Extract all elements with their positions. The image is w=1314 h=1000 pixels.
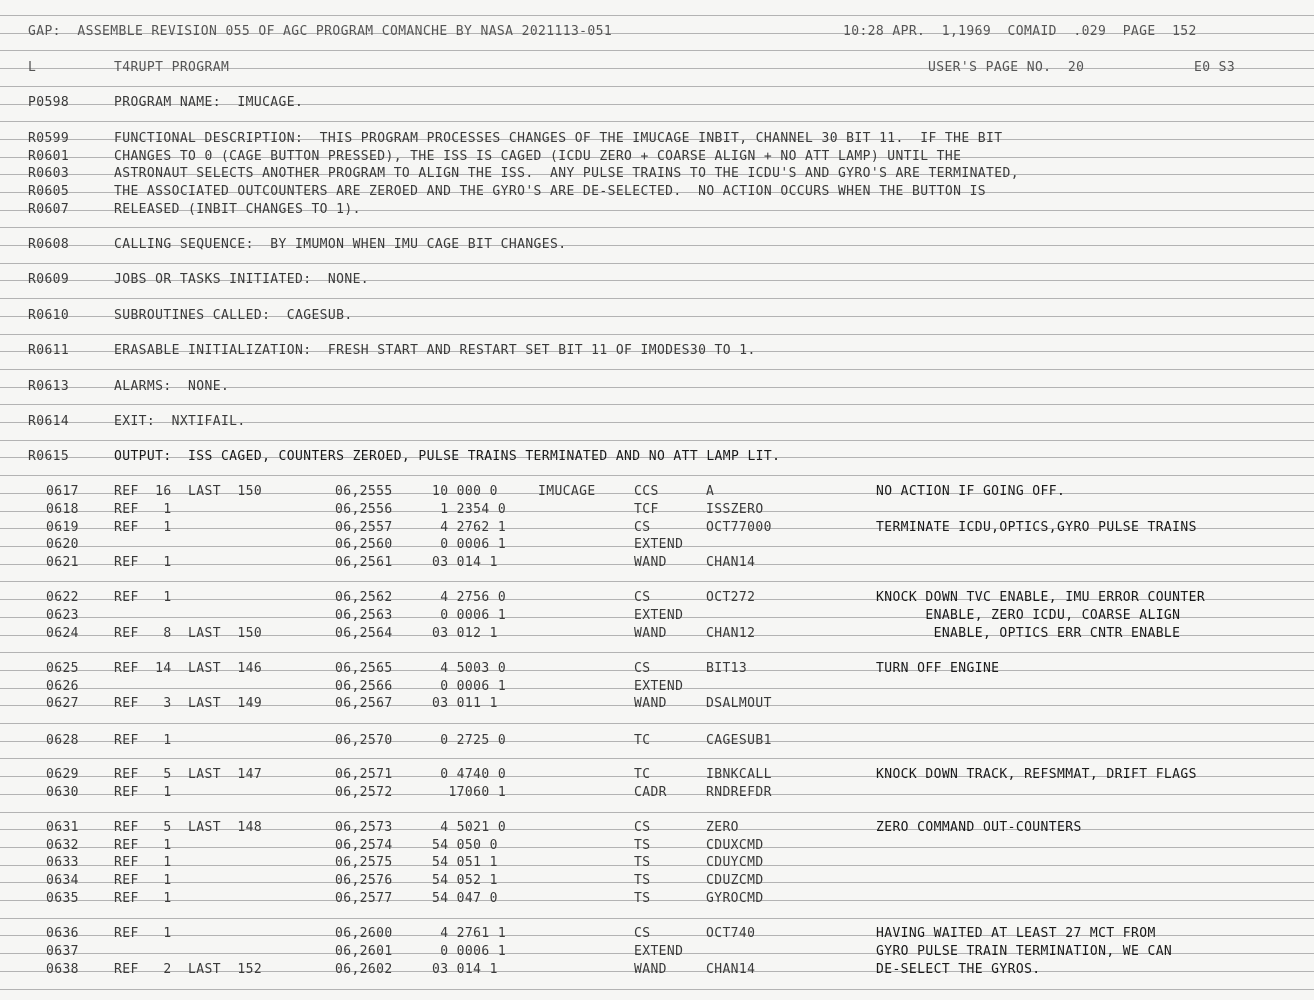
code-comment: GYRO PULSE TRAIN TERMINATION, WE CAN (876, 944, 1173, 959)
code-line-number: 0631 (46, 820, 79, 835)
paper-rule-line (0, 758, 1314, 759)
code-line-number: 0628 (46, 733, 79, 748)
code-comment: TURN OFF ENGINE (876, 661, 1000, 676)
code-comment: HAVING WAITED AT LEAST 27 MCT FROM (876, 926, 1156, 941)
code-operand: A (706, 484, 715, 499)
remark-text: RELEASED (INBIT CHANGES TO 1). (114, 202, 361, 217)
code-operand: CAGESUB1 (706, 733, 772, 748)
code-line-number: 0627 (46, 696, 79, 711)
code-address: 06,2574 (335, 838, 393, 853)
header-code: E0 S3 (1194, 60, 1236, 75)
code-comment: KNOCK DOWN TRACK, REFSMMAT, DRIFT FLAGS (876, 767, 1197, 782)
code-line-number: 0632 (46, 838, 79, 853)
code-word: 54 052 1 (432, 873, 498, 888)
remark-line-number: R0613 (28, 379, 70, 394)
code-address: 06,2555 (335, 484, 393, 499)
code-word: 03 014 1 (432, 555, 498, 570)
code-word: 54 050 0 (432, 838, 498, 853)
code-line-number: 0633 (46, 855, 79, 870)
paper-rule-line (0, 900, 1314, 901)
code-word: 54 051 1 (432, 855, 498, 870)
paper-rule-line (0, 15, 1314, 16)
code-operand: CDUZCMD (706, 873, 764, 888)
code-address: 06,2567 (335, 696, 393, 711)
code-opcode: CCS (634, 484, 659, 499)
code-opcode: TS (634, 838, 651, 853)
code-address: 06,2564 (335, 626, 393, 641)
code-word: 4 2762 1 (432, 520, 507, 535)
code-word: 4 2761 1 (432, 926, 507, 941)
remark-line-number: R0611 (28, 343, 70, 358)
code-opcode: WAND (634, 626, 667, 641)
code-ref: REF 1 (114, 555, 172, 570)
code-opcode: EXTEND (634, 537, 684, 552)
code-ref: REF 1 (114, 926, 172, 941)
paper-rule-line (0, 50, 1314, 51)
remark-text: ASTRONAUT SELECTS ANOTHER PROGRAM TO ALIGN THE ISS. ANY PULSE TRAINS TO THE ICDU'S AND GYRO'S ARE TERMINATED, (114, 166, 1019, 181)
remark-text: FUNCTIONAL DESCRIPTION: THIS PROGRAM PROCESSES CHANGES OF THE IMUCAGE INBIT, CHANNEL 30 BIT 11. IF THE BIT (114, 131, 1003, 146)
code-line-number: 0637 (46, 944, 79, 959)
code-comment: TERMINATE ICDU,OPTICS,GYRO PULSE TRAINS (876, 520, 1197, 535)
code-ref: REF 5 LAST 148 (114, 820, 263, 835)
code-ref: REF 14 LAST 146 (114, 661, 263, 676)
code-operand: OCT77000 (706, 520, 772, 535)
code-address: 06,2566 (335, 679, 393, 694)
remark-text: EXIT: NXTIFAIL. (114, 414, 246, 429)
paper-rule-line (0, 298, 1314, 299)
code-word: 03 012 1 (432, 626, 498, 641)
code-word: 4 5021 0 (432, 820, 507, 835)
remark-text: OUTPUT: ISS CAGED, COUNTERS ZEROED, PULSE TRAINS TERMINATED AND NO ATT LAMP LIT. (114, 449, 781, 464)
code-address: 06,2561 (335, 555, 393, 570)
code-word: 03 014 1 (432, 962, 498, 977)
code-ref: REF 1 (114, 855, 172, 870)
code-address: 06,2556 (335, 502, 393, 517)
code-address: 06,2571 (335, 767, 393, 782)
code-line-number: 0623 (46, 608, 79, 623)
code-line-number: 0635 (46, 891, 79, 906)
code-word: 54 047 0 (432, 891, 498, 906)
remark-text: CALLING SEQUENCE: BY IMUMON WHEN IMU CAGE BIT CHANGES. (114, 237, 567, 252)
code-address: 06,2560 (335, 537, 393, 552)
code-word: 4 5003 0 (432, 661, 507, 676)
code-comment: NO ACTION IF GOING OFF. (876, 484, 1066, 499)
remark-line-number: R0605 (28, 184, 70, 199)
code-comment: ENABLE, ZERO ICDU, COARSE ALIGN (876, 608, 1181, 623)
code-opcode: EXTEND (634, 944, 684, 959)
header-user-page: USER'S PAGE NO. 20 (928, 60, 1085, 75)
code-word: 0 0006 1 (432, 944, 507, 959)
code-address: 06,2570 (335, 733, 393, 748)
remark-text: PROGRAM NAME: IMUCAGE. (114, 95, 304, 110)
code-operand: BIT13 (706, 661, 748, 676)
code-opcode: WAND (634, 696, 667, 711)
paper-rule-line (0, 882, 1314, 883)
code-operand: CHAN14 (706, 555, 756, 570)
code-opcode: TS (634, 855, 651, 870)
paper-rule-line (0, 918, 1314, 919)
code-operand: ISSZERO (706, 502, 764, 517)
code-ref: REF 1 (114, 785, 172, 800)
header-date-page: 10:28 APR. 1,1969 COMAID .029 PAGE 152 (843, 24, 1197, 39)
code-ref: REF 1 (114, 733, 172, 748)
code-operand: CDUYCMD (706, 855, 764, 870)
code-ref: REF 5 LAST 147 (114, 767, 263, 782)
paper-rule-line (0, 86, 1314, 87)
code-opcode: CS (634, 820, 651, 835)
code-opcode: TS (634, 873, 651, 888)
remark-text: CHANGES TO 0 (CAGE BUTTON PRESSED), THE ISS IS CAGED (ICDU ZERO + COARSE ALIGN + NO ATT LAMP) UNTIL THE (114, 149, 962, 164)
remark-line-number: R0608 (28, 237, 70, 252)
code-opcode: TC (634, 733, 651, 748)
code-comment: ENABLE, OPTICS ERR CNTR ENABLE (876, 626, 1181, 641)
code-label: IMUCAGE (538, 484, 596, 499)
paper-rule-line (0, 369, 1314, 370)
paper-rule-line (0, 475, 1314, 476)
code-ref: REF 1 (114, 873, 172, 888)
code-address: 06,2572 (335, 785, 393, 800)
header-program-title: T4RUPT PROGRAM (114, 60, 230, 75)
code-line-number: 0617 (46, 484, 79, 499)
code-line-number: 0625 (46, 661, 79, 676)
paper-rule-line (0, 723, 1314, 724)
code-line-number: 0618 (46, 502, 79, 517)
code-line-number: 0634 (46, 873, 79, 888)
paper-rule-line (0, 741, 1314, 742)
code-word: 0 0006 1 (432, 537, 507, 552)
remark-line-number: R0614 (28, 414, 70, 429)
code-operand: OCT272 (706, 590, 756, 605)
remark-line-number: R0603 (28, 166, 70, 181)
code-opcode: TCF (634, 502, 659, 517)
code-opcode: EXTEND (634, 608, 684, 623)
paper-rule-line (0, 812, 1314, 813)
code-operand: CHAN14 (706, 962, 756, 977)
code-line-number: 0638 (46, 962, 79, 977)
remark-text: ALARMS: NONE. (114, 379, 230, 394)
code-address: 06,2600 (335, 926, 393, 941)
code-word: 0 0006 1 (432, 679, 507, 694)
code-line-number: 0620 (46, 537, 79, 552)
code-operand: GYROCMD (706, 891, 764, 906)
paper-rule-line (0, 581, 1314, 582)
code-operand: RNDREFDR (706, 785, 772, 800)
code-address: 06,2562 (335, 590, 393, 605)
code-ref: REF 1 (114, 502, 172, 517)
remark-text: JOBS OR TASKS INITIATED: NONE. (114, 272, 370, 287)
code-address: 06,2573 (335, 820, 393, 835)
code-line-number: 0630 (46, 785, 79, 800)
code-ref: REF 8 LAST 150 (114, 626, 263, 641)
code-opcode: TC (634, 767, 651, 782)
remark-line-number: R0609 (28, 272, 70, 287)
code-operand: CDUXCMD (706, 838, 764, 853)
code-line-number: 0622 (46, 590, 79, 605)
code-word: 0 2725 0 (432, 733, 507, 748)
paper-rule-line (0, 404, 1314, 405)
code-word: 1 2354 0 (432, 502, 507, 517)
code-opcode: EXTEND (634, 679, 684, 694)
code-ref: REF 3 LAST 149 (114, 696, 263, 711)
paper-rule-line (0, 227, 1314, 228)
code-address: 06,2576 (335, 873, 393, 888)
code-word: 17060 1 (432, 785, 507, 800)
code-comment: DE-SELECT THE GYROS. (876, 962, 1041, 977)
code-operand: DSALMOUT (706, 696, 772, 711)
code-opcode: CS (634, 590, 651, 605)
paper-rule-line (0, 865, 1314, 866)
remark-line-number: R0610 (28, 308, 70, 323)
code-address: 06,2557 (335, 520, 393, 535)
code-address: 06,2565 (335, 661, 393, 676)
paper-rule-line (0, 847, 1314, 848)
paper-rule-line (0, 121, 1314, 122)
header-marker: L (28, 60, 37, 75)
code-word: 4 2756 0 (432, 590, 507, 605)
code-opcode: CADR (634, 785, 667, 800)
code-comment: KNOCK DOWN TVC ENABLE, IMU ERROR COUNTER (876, 590, 1206, 605)
code-word: 03 011 1 (432, 696, 498, 711)
remark-line-number: P0598 (28, 95, 70, 110)
paper-rule-line (0, 989, 1314, 990)
code-operand: OCT740 (706, 926, 756, 941)
code-opcode: CS (634, 520, 651, 535)
code-operand: ZERO (706, 820, 739, 835)
paper-rule-line (0, 334, 1314, 335)
paper-rule-line (0, 440, 1314, 441)
paper-rule-line (0, 652, 1314, 653)
remark-text: THE ASSOCIATED OUTCOUNTERS ARE ZEROED AND THE GYRO'S ARE DE-SELECTED. NO ACTION OCCURS WHEN THE BUTTON IS (114, 184, 987, 199)
code-address: 06,2601 (335, 944, 393, 959)
remark-line-number: R0607 (28, 202, 70, 217)
code-word: 0 4740 0 (432, 767, 507, 782)
code-word: 10 000 0 (432, 484, 498, 499)
code-opcode: CS (634, 661, 651, 676)
code-opcode: CS (634, 926, 651, 941)
code-line-number: 0621 (46, 555, 79, 570)
code-opcode: WAND (634, 962, 667, 977)
code-address: 06,2602 (335, 962, 393, 977)
code-ref: REF 1 (114, 520, 172, 535)
code-ref: REF 1 (114, 838, 172, 853)
remark-text: ERASABLE INITIALIZATION: FRESH START AND RESTART SET BIT 11 OF IMODES30 TO 1. (114, 343, 756, 358)
code-line-number: 0636 (46, 926, 79, 941)
code-address: 06,2575 (335, 855, 393, 870)
code-operand: IBNKCALL (706, 767, 772, 782)
remark-line-number: R0599 (28, 131, 70, 146)
code-ref: REF 2 LAST 152 (114, 962, 263, 977)
remark-text: SUBROUTINES CALLED: CAGESUB. (114, 308, 353, 323)
code-line-number: 0619 (46, 520, 79, 535)
code-line-number: 0626 (46, 679, 79, 694)
code-opcode: TS (634, 891, 651, 906)
code-ref: REF 1 (114, 590, 172, 605)
code-comment: ZERO COMMAND OUT-COUNTERS (876, 820, 1082, 835)
remark-line-number: R0601 (28, 149, 70, 164)
code-ref: REF 16 LAST 150 (114, 484, 263, 499)
code-address: 06,2577 (335, 891, 393, 906)
remark-line-number: R0615 (28, 449, 70, 464)
paper-rule-line (0, 263, 1314, 264)
code-operand: CHAN12 (706, 626, 756, 641)
code-opcode: WAND (634, 555, 667, 570)
code-line-number: 0629 (46, 767, 79, 782)
code-ref: REF 1 (114, 891, 172, 906)
header-assembly-line: GAP: ASSEMBLE REVISION 055 OF AGC PROGRAM COMANCHE BY NASA 2021113-051 (28, 24, 613, 39)
code-line-number: 0624 (46, 626, 79, 641)
code-word: 0 0006 1 (432, 608, 507, 623)
code-address: 06,2563 (335, 608, 393, 623)
